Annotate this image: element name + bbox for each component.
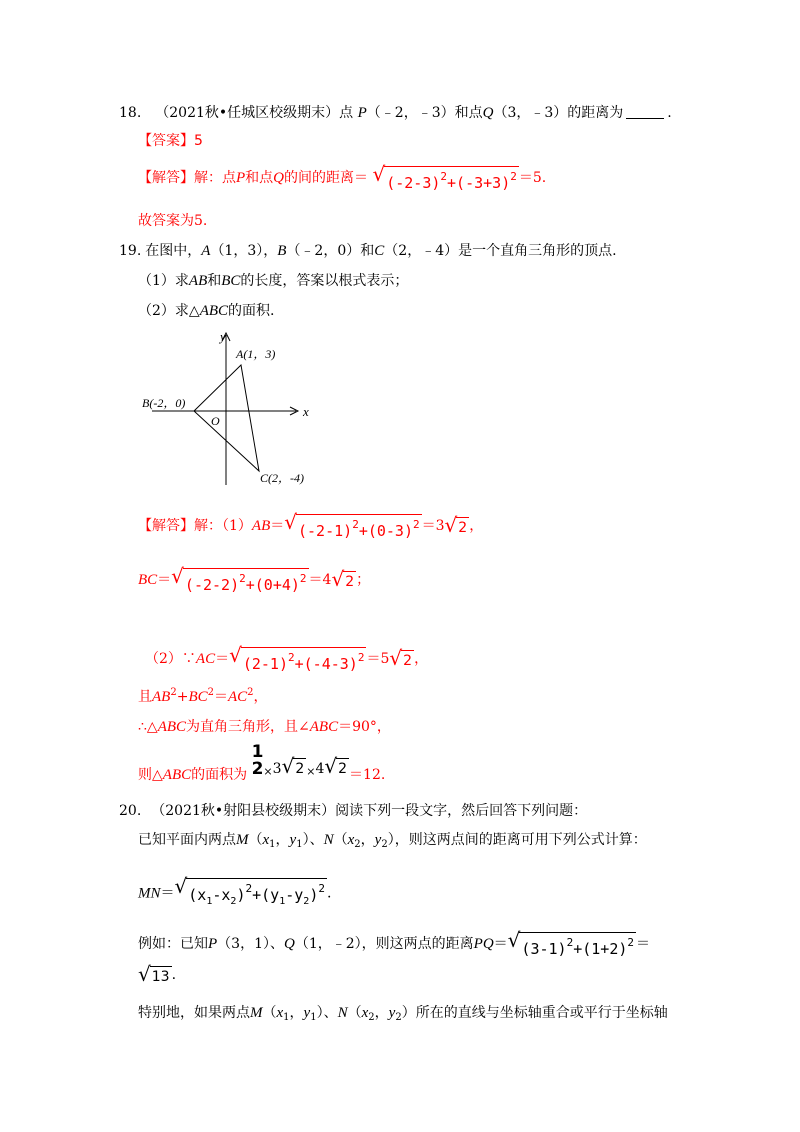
q20-source: （2021秋•射阳县校级期末）阅读下列一段文字，然后回答下列问题：	[151, 803, 588, 819]
sq: 2	[207, 687, 214, 698]
x: x	[361, 1005, 369, 1021]
q19-question	[119, 240, 617, 260]
q19-sol-pythag	[138, 686, 268, 706]
x: x	[276, 1005, 284, 1021]
abc: ABC	[157, 719, 187, 735]
t: )	[236, 886, 246, 904]
fraction-half	[252, 744, 264, 778]
sqrt-2: √ 2	[281, 754, 305, 778]
c-coords: （2，﹣4）是一个直角三角形的顶点.	[384, 243, 617, 259]
sqrt-term-b: +(-3+3)	[447, 174, 511, 192]
pt-a: A	[201, 243, 211, 259]
m: M	[250, 1005, 263, 1021]
sup: 2	[239, 572, 246, 585]
q19-sol-ac	[145, 645, 428, 673]
coef: ＝4	[308, 572, 332, 588]
t: (-2-1)	[298, 522, 353, 540]
t: (-2-2)	[184, 576, 240, 594]
q-coords: （3，﹣3）的距离为	[493, 105, 624, 121]
sol-ab: AB	[251, 518, 271, 534]
eq: ＝	[215, 651, 230, 667]
c3: 3	[272, 761, 282, 777]
q20-line1	[138, 829, 647, 850]
q18-solution	[138, 164, 546, 192]
sqrt-pq: √ $(3-1)^2+(1+2)^2$	[507, 928, 635, 958]
sqrt-13: √ 13	[138, 962, 170, 986]
sol-pre2: （2）∵	[145, 651, 196, 667]
eq: ＝	[493, 936, 508, 952]
pt-b: B	[277, 243, 287, 259]
sol-label: 【解答】	[138, 518, 194, 534]
th-end: ＝90°，	[338, 719, 391, 735]
a-coords: （1，3），	[210, 243, 278, 259]
q19-text: 在图中，	[145, 243, 202, 259]
p1-pre: （1）求	[138, 273, 189, 289]
sup: 2	[299, 572, 307, 585]
sol-ac: AC	[195, 651, 216, 667]
p1-post: 的长度，答案以根式表示；	[240, 273, 409, 289]
n: N	[323, 832, 334, 848]
plus: +	[176, 689, 189, 705]
and-pre: 且	[138, 689, 152, 705]
mn: MN	[138, 885, 161, 902]
label-c: C(2，-4)	[260, 471, 304, 485]
sub: 1	[269, 839, 276, 850]
area-pre: 则△	[138, 767, 163, 783]
t: +(1+2)	[573, 940, 628, 958]
abc: ABC	[199, 303, 229, 319]
coordinate-figure	[140, 325, 320, 490]
paren: （	[347, 1005, 362, 1021]
sqrt-ab: √ $(-2-1)^2+(0-3)^2$	[284, 510, 420, 540]
sub: 2	[354, 839, 361, 850]
sup: 2	[288, 651, 295, 664]
q19-sol-ab	[138, 512, 483, 540]
r: 2	[336, 758, 349, 778]
ab: AB	[152, 689, 171, 705]
sqrt-ac: √ $(2-1)^2+(-4-3)^2$	[229, 643, 365, 673]
comma: ，	[253, 689, 268, 705]
sol-mid: 和点	[245, 170, 274, 186]
p-coords: （3，1）、	[217, 936, 284, 952]
r: 2	[456, 517, 469, 537]
x: x	[262, 832, 270, 848]
y: y	[388, 1005, 396, 1021]
t: +(-4-3)	[294, 655, 358, 673]
t: (x	[188, 886, 207, 904]
sup: 2	[413, 518, 420, 531]
q20-formula	[138, 876, 331, 911]
eq: ＝	[157, 572, 172, 588]
coef: ＝5	[366, 651, 390, 667]
area-mid: 的面积为	[191, 767, 248, 783]
times: ×	[306, 765, 316, 778]
sqrt-mn: √ $(x_1-x_2)^2+(y_1-y_2)^2$	[175, 876, 327, 911]
sqrt-2: √ 2	[389, 646, 413, 670]
abc: ABC	[162, 767, 192, 783]
ac: AC	[227, 689, 248, 705]
answer-blank	[626, 106, 664, 119]
r: 2	[401, 650, 414, 670]
eq: ＝	[213, 689, 228, 705]
sol-p: P	[236, 170, 246, 186]
num: 1	[251, 742, 264, 762]
abc: ABC	[309, 719, 339, 735]
coef: ＝3	[421, 518, 445, 534]
t: +(0-3)	[358, 522, 413, 540]
q20-question	[119, 800, 587, 820]
r: 2	[343, 571, 356, 591]
sup: 2	[245, 882, 253, 895]
sq: 2	[247, 687, 254, 698]
comma: ，	[469, 518, 484, 534]
bc: BC	[221, 273, 241, 289]
q20-number: 20.	[119, 803, 142, 819]
t: +(0+4)	[245, 576, 300, 594]
q20-example	[138, 930, 650, 958]
label-b: B(-2，0)	[142, 396, 186, 410]
sub: 2	[230, 896, 237, 907]
y: y	[303, 1005, 311, 1021]
sol-result: ＝5.	[518, 170, 547, 186]
paren: （	[333, 832, 348, 848]
t: (3-1)	[521, 940, 567, 958]
sub: 2	[368, 1012, 375, 1023]
sup: 2	[318, 882, 325, 895]
comma: ，	[360, 832, 375, 848]
sq: 2	[170, 687, 177, 698]
y: y	[374, 832, 382, 848]
t: (2-1)	[242, 655, 288, 673]
r: 13	[150, 966, 172, 986]
ex-pre: 例如：已知	[138, 936, 208, 952]
t: +(y	[252, 886, 280, 904]
eq: ＝	[160, 885, 175, 902]
comma: ，	[374, 1005, 389, 1021]
y: y	[289, 832, 297, 848]
q18-number: 18.	[119, 105, 142, 121]
sol-q: Q	[273, 170, 285, 186]
q19-sol-bc	[138, 566, 370, 594]
l1-pre: 已知平面内两点	[138, 832, 236, 848]
q19-part2	[138, 300, 274, 320]
q19-sol-area	[138, 744, 385, 784]
eq: ＝	[636, 936, 651, 952]
period: .	[326, 885, 332, 902]
sqrt-2: √ 2	[324, 754, 348, 778]
q19-number: 19.	[119, 243, 142, 259]
answer-label: 【答案】	[138, 133, 194, 149]
sub: 2	[303, 896, 310, 907]
sqrt-bc: √ $(-2-2)^2+(0+4)^2$	[171, 564, 307, 594]
n-close: ），则这两点间的距离可用下列公式计算：	[387, 832, 647, 848]
c4: 4	[315, 761, 325, 777]
sup: 2	[566, 936, 574, 949]
p1-and: 和	[207, 273, 222, 289]
solution-label: 【解答】	[138, 170, 194, 186]
period: .	[171, 967, 177, 983]
point-q: Q	[482, 105, 494, 121]
sqrt-2: √ 2	[331, 567, 355, 591]
q-coords: （1，﹣2），则这两点的距离	[294, 936, 474, 952]
p: P	[208, 936, 218, 952]
pq: PQ	[473, 936, 494, 952]
sup: 2	[352, 518, 359, 531]
q19-part1	[138, 270, 408, 290]
q18-answer	[138, 130, 203, 150]
q18-question	[119, 102, 672, 122]
label-o: O	[211, 414, 220, 428]
sub: 1	[206, 896, 213, 907]
y-label: y	[220, 329, 226, 344]
sub: 1	[279, 896, 286, 907]
sol-bc: BC	[138, 572, 158, 588]
r: 2	[293, 758, 306, 778]
q: Q	[284, 936, 295, 952]
sol-pre1: 解：（1）	[194, 518, 252, 534]
sup: 2	[627, 936, 635, 949]
sup: 2	[357, 651, 365, 664]
x: x	[347, 832, 355, 848]
den: 2	[251, 759, 264, 779]
t: -x	[212, 886, 231, 904]
sqrt-expression: √ $(-2-3)^2+(-3+3)^2$	[372, 162, 517, 192]
sqrt-term-a: (-2-3)	[386, 174, 441, 192]
q18-end: .	[667, 105, 672, 121]
answer-value: 5	[194, 133, 203, 149]
p2-post: 的面积.	[228, 303, 275, 319]
bc: BC	[188, 689, 208, 705]
pt-c: C	[374, 243, 385, 259]
comma: ，	[414, 651, 429, 667]
q20-special	[138, 1002, 668, 1023]
semicolon: ；	[356, 572, 371, 588]
q18-conclusion: 故答案为5.	[138, 213, 208, 229]
t: )	[309, 886, 319, 904]
ab: AB	[188, 273, 208, 289]
n: N	[337, 1005, 348, 1021]
sub: 1	[310, 1012, 317, 1023]
paren: ）、	[316, 1005, 338, 1021]
eq: ＝	[270, 518, 285, 534]
label-a: A(1，3)	[236, 347, 276, 361]
sub: 1	[283, 1012, 290, 1023]
paren: ）、	[302, 832, 324, 848]
th-pre: ∴△	[138, 719, 158, 735]
comma: ，	[289, 1005, 304, 1021]
sub: 1	[296, 839, 303, 850]
sqrt-2: √ 2	[444, 513, 468, 537]
p2-pre: （2）求△	[138, 303, 200, 319]
sup: 2	[510, 170, 517, 183]
comma: ，	[275, 832, 290, 848]
sol-pre: 解：点	[194, 170, 236, 186]
q20-result	[138, 964, 176, 986]
q19-sol-therefore	[138, 716, 391, 736]
sol-text: 的间的距离＝	[284, 170, 369, 186]
sub: 2	[381, 839, 388, 850]
paren: （	[262, 1005, 277, 1021]
q18-source: （2021秋•任城区校级期末）点	[155, 105, 354, 121]
x-label: x	[303, 404, 309, 419]
t: -y	[285, 886, 304, 904]
b-coords: （﹣2，0）和	[286, 243, 375, 259]
sp-pre: 特别地，如果两点	[138, 1005, 250, 1021]
sp-mid: ）所在的直线与坐标轴重合或平行于坐标轴	[401, 1005, 668, 1021]
times: ×	[263, 765, 273, 778]
point-p: P	[357, 105, 367, 121]
sub: 2	[395, 1012, 402, 1023]
th-mid: 为直角三角形，且∠	[186, 719, 310, 735]
paren: （	[248, 832, 263, 848]
sup: 2	[440, 170, 448, 183]
p-coords: （﹣2，﹣3）和点	[366, 105, 483, 121]
area-res: ＝12.	[349, 767, 386, 783]
m: M	[236, 832, 249, 848]
